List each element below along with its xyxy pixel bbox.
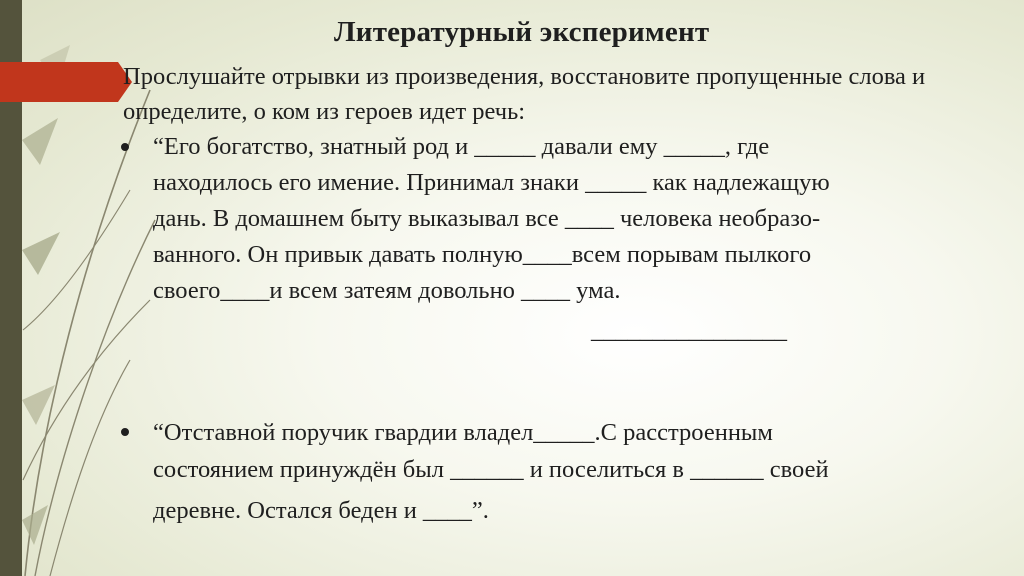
- curve-1: [25, 90, 150, 576]
- curve-4: [50, 360, 130, 576]
- leaf-1: [22, 118, 58, 165]
- leaf-2: [22, 232, 60, 275]
- leaf-4: [22, 505, 48, 545]
- bullet-2: [153, 414, 1003, 529]
- bullet-dot-icon: [121, 143, 129, 151]
- bullet-1-line-5: своего____и всем затеям довольно ____ ума.: [153, 277, 621, 304]
- bullet-1-line-4: ванного. Он привык давать полную____всем порывам пылкого: [153, 241, 812, 268]
- bullet-1-line-2: находилось его имение. Принимал знаки _____ как надлежащую: [153, 169, 830, 196]
- answer-blank: ________________: [591, 317, 787, 344]
- bullet-2-line-2: состоянием принуждён был ______ и поселиться в ______ своей: [153, 456, 829, 483]
- bullet-1-line-1: “Его богатство, знатный род и _____ давали ему _____, где: [153, 133, 770, 160]
- bullet-dot-icon: [121, 428, 129, 436]
- arrow-icon: [0, 62, 132, 102]
- leaf-3: [22, 385, 55, 425]
- bullet-1: [153, 129, 1003, 309]
- intro-text: Прослушайте отрывки из произведения, восстановите пропущенные слова и определите, о ком из героев идет речь:: [123, 63, 926, 125]
- bullet-1-line-3: дань. В домашнем быту выказывал все ____ человека необразо-: [153, 205, 821, 232]
- bullet-2-line-3: деревне. Остался беден и ____”.: [153, 497, 489, 524]
- slide-title: Литературный эксперимент: [334, 16, 710, 48]
- bullet-2-line-1: “Отставной поручик гвардии владел_____.С расстроенным: [153, 419, 773, 446]
